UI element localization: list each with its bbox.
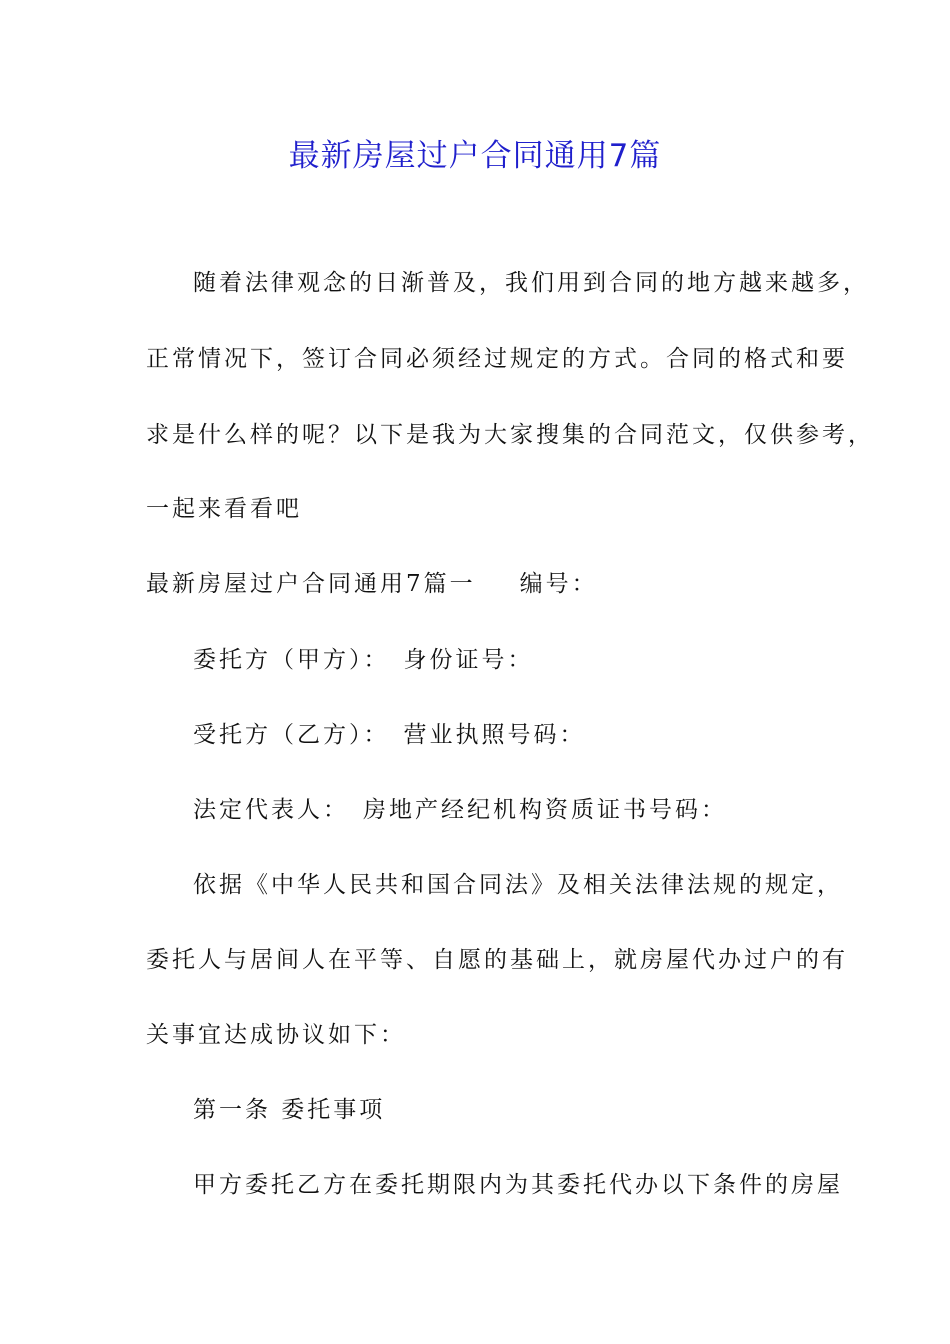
agent-row <box>193 720 586 750</box>
agent-label: 受托方（乙方）： <box>193 722 390 748</box>
intro-line-4: 一起来看看吧 <box>146 496 302 522</box>
basis-line-2: 委托人与居间人在平等、自愿的基础上，就房屋代办过户的有 <box>146 947 848 973</box>
agency-cert-label: 房地产经纪机构资质证书号码： <box>363 797 727 823</box>
intro-line-2: 正常情况下，签订合同必须经过规定的方式。合同的格式和要 <box>146 346 848 372</box>
legal-rep-label: 法定代表人： <box>193 797 349 823</box>
basis-line-3: 关事宜达成协议如下： <box>146 1022 406 1048</box>
legal-rep-row <box>193 795 727 825</box>
client-label: 委托方（甲方）： <box>193 647 390 673</box>
number-label: 编号： <box>519 571 598 597</box>
article1-text: 甲方委托乙方在委托期限内为其委托代办以下条件的房屋 <box>193 1172 843 1198</box>
section-heading-row <box>146 569 598 599</box>
intro-line-3: 求是什么样的呢？以下是我为大家搜集的合同范文，仅供参考， <box>146 422 874 448</box>
document-title: 最新房屋过户合同通用7篇 <box>288 138 662 174</box>
article1-heading: 第一条 委托事项 <box>193 1097 386 1123</box>
basis-line-1: 依据《中华人民共和国合同法》及相关法律法规的规定， <box>193 872 843 898</box>
agent-license-label: 营业执照号码： <box>403 722 586 748</box>
section-heading: 最新房屋过户合同通用7篇一 <box>146 571 476 597</box>
intro-line-1: 随着法律观念的日渐普及，我们用到合同的地方越来越多， <box>193 270 869 296</box>
client-id-label: 身份证号： <box>403 647 534 673</box>
client-row <box>193 645 534 675</box>
